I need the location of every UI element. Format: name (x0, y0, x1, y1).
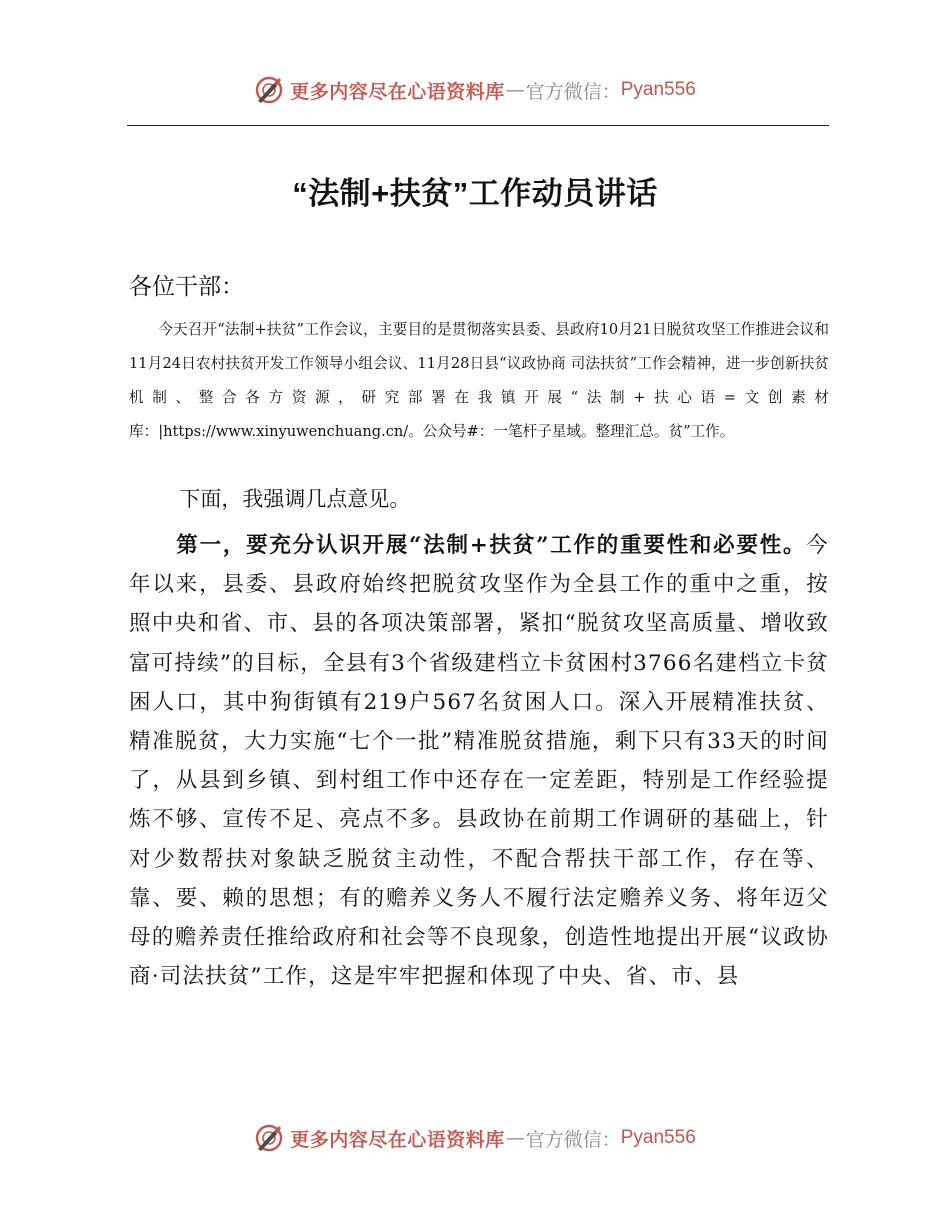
pen-seal-logo-icon (254, 75, 284, 105)
page-title: “法制+扶贫”工作动员讲话 (292, 176, 658, 211)
header-divider (127, 125, 829, 126)
point-one-heading: 第一，要充分认识开展“法制+扶贫”工作的重要性和必要性。 (176, 533, 807, 558)
header-banner-subtext: 官方微信： (525, 80, 621, 103)
footer-banner-separator: — (505, 1127, 525, 1149)
intro-line: 下面，我强调几点意见。 (179, 487, 411, 511)
footer-banner-subtext: 官方微信： (525, 1128, 621, 1151)
header-banner-separator: — (505, 79, 525, 101)
opening-paragraph: 今天召开“法制+扶贫”工作会议，主要目的是贯彻落实县委、县政府10月21日脱贫攻坚工作推进会议和11月24日农村扶贫开发工作领导小组会议、11月28日县“议政协商 司法扶贫”工作会精神，进一步创新扶贫机制、整合各方资源，研究部署在我镇开展“法制+扶心语=文创素材库：|https://www.xinyuwenchuang.cn/。公众号#：一笔杆子星域。整理汇总。贫”工作。 (129, 321, 829, 440)
pen-seal-logo-icon (254, 1123, 284, 1153)
header-banner (0, 70, 950, 110)
footer-banner-text: 更多内容尽在心语资料库 (290, 1128, 505, 1151)
salutation: 各位干部： (129, 274, 244, 300)
footer-banner (0, 1118, 950, 1158)
footer-wechat-id: Pyan556 (620, 1127, 696, 1148)
point-one-paragraph (129, 526, 829, 996)
header-wechat-id: Pyan556 (620, 79, 696, 100)
point-one-body: 今年以来，县委、县政府始终把脱贫攻坚作为全县工作的重中之重，按照中央和省、市、县的各项决策部署，紧扣“脱贫攻坚高质量、增收致富可持续”的目标，全县有3个省级建档立卡贫困村3766名建档立卡贫困人口，其中狗街镇有219户567名贫困人口。深入开展精准扶贫、精准脱贫，大力实施“七个一批”精准脱贫措施，剩下只有33天的时间了，从县到乡镇、到村组工作中还存在一定差距，特别是工作经验提炼不够、宣传不足、亮点不多。县政协在前期工作调研的基础上，针对少数帮扶对象缺乏脱贫主动性，不配合帮扶干部工作，存在等、靠、要、赖的思想；有的赡养义务人不履行法定赡养义务、将年迈父母的赡养责任推给政府和社会等不良现象，创造性地提出开展“议政协商·司法扶贫”工作，这是牢牢把握和体现了中央、省、市、县 (129, 533, 829, 990)
header-banner-text: 更多内容尽在心语资料库 (290, 80, 505, 103)
